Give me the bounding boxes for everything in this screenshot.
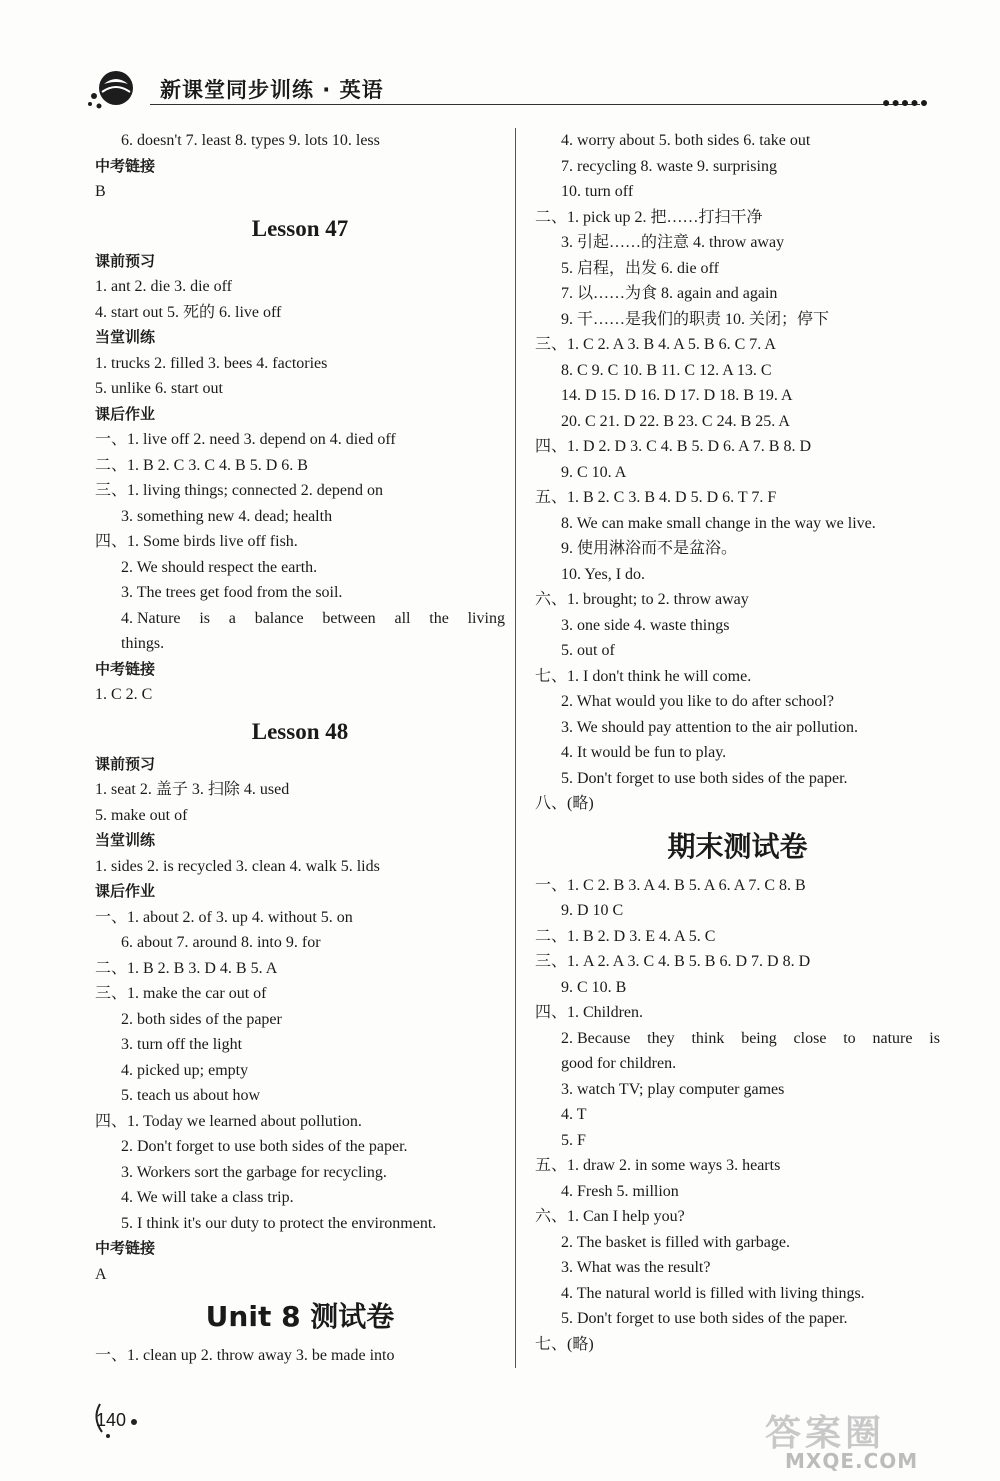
answer-line: 二、1. pick up 2. 把……打扫干净 (535, 208, 763, 226)
answer-line: 14. D 15. D 16. D 17. D 18. B 19. A (561, 387, 793, 404)
answer-line: good for children. (561, 1055, 677, 1072)
answer-word: balance (254, 609, 304, 627)
answer-word: close (793, 1029, 827, 1047)
answer-word: between (322, 609, 376, 627)
answer-line: 1. trucks 2. filled 3. bees 4. factories (95, 354, 328, 372)
answer-line: 5. teach us about how (121, 1087, 261, 1104)
answer-line: 六、1. Can I help you? (535, 1208, 685, 1225)
answer-line: things. (121, 635, 165, 652)
section-label: 中考链接 (95, 659, 156, 678)
answer-line: 5. make out of (95, 806, 188, 824)
answer-line: 9. D 10 C (561, 902, 624, 919)
answer-word: is (929, 1029, 940, 1047)
answer-line: 3. one side 4. waste things (561, 616, 730, 634)
answer-line: 1. seat 2. 盖子 3. 扫除 4. used (95, 781, 290, 798)
answer-word: is (199, 609, 210, 627)
answer-line: 5. I think it's our duty to protect the environment. (121, 1214, 437, 1232)
answer-line: 4. Fresh 5. million (561, 1182, 679, 1200)
answer-line: 二、1. B 2. C 3. C 4. B 5. D 6. B (95, 456, 308, 474)
answer-line: 3. turn off the light (121, 1036, 243, 1053)
answer-word: all (394, 609, 411, 627)
answer-line: 一、1. about 2. of 3. up 4. without 5. on (95, 908, 353, 926)
right-column (535, 128, 940, 1357)
section-label: 课后作业 (95, 404, 156, 423)
page-header (70, 62, 950, 112)
test-heading: 期末测试卷 (667, 829, 808, 863)
answer-line: 3. 引起……的注意 4. throw away (561, 234, 785, 251)
answer-line: 4. start out 5. 死的 6. live off (95, 303, 282, 321)
answer-line: A (95, 1265, 107, 1283)
answer-line: 3. watch TV; play computer games (561, 1080, 785, 1098)
answer-line: 10. turn off (561, 183, 634, 200)
column-divider (515, 128, 516, 1368)
answer-line: 5. Don't forget to use both sides of the paper. (561, 1310, 848, 1327)
answer-line: 四、1. Today we learned about pollution. (95, 1112, 362, 1130)
answer-line: 10. Yes, I do. (561, 565, 646, 583)
answer-line: 4. We will take a class trip. (121, 1189, 294, 1206)
answer-line: 七、(略) (535, 1335, 594, 1353)
section-label: 当堂训练 (95, 831, 156, 849)
answer-line: 4. picked up; empty (121, 1061, 249, 1079)
answer-word: living (467, 609, 505, 627)
answer-line: 五、1. B 2. C 3. B 4. D 5. D 6. T 7. F (535, 489, 777, 506)
answer-word: to (843, 1029, 856, 1047)
answer-line: 4. worry about 5. both sides 6. take out (561, 132, 811, 149)
answer-line: 三、1. living things; connected 2. depend on (95, 482, 383, 499)
answer-line: 2. both sides of the paper (121, 1010, 282, 1028)
answer-line: 二、1. B 2. D 3. E 4. A 5. C (535, 927, 716, 945)
answer-line: 一、1. C 2. B 3. A 4. B 5. A 6. A 7. C 8. B (535, 876, 806, 894)
answer-line: 3. We should pay attention to the air pollution. (561, 718, 859, 736)
answer-line: 4. T (561, 1106, 587, 1123)
answer-line: B (95, 183, 106, 200)
watermark-text: 答案圈 (765, 1413, 886, 1454)
answer-word: 2. Because (561, 1029, 631, 1047)
lesson-heading: Lesson 47 (251, 215, 349, 241)
answer-line: 9. C 10. B (561, 978, 627, 996)
answer-line: 9. 使用淋浴而不是盆浴。 (561, 540, 738, 557)
answer-line: 4. The natural world is filled with living things. (561, 1284, 865, 1302)
answer-line: 7. 以……为食 8. again and again (561, 285, 778, 302)
page-number-badge (90, 1398, 140, 1438)
answer-line: 6. doesn't 7. least 8. types 9. lots 10. less (121, 132, 380, 149)
answer-word: think (691, 1029, 725, 1047)
answer-line: 二、1. B 2. B 3. D 4. B 5. A (95, 959, 278, 977)
watermark (755, 1405, 990, 1475)
answer-line: 1. ant 2. die 3. die off (95, 278, 233, 295)
answer-line: 四、1. Some birds live off fish. (95, 533, 298, 550)
answer-word: a (228, 609, 236, 627)
answer-line: 5. F (561, 1131, 586, 1149)
section-label: 中考链接 (95, 1239, 156, 1257)
page-number: 140 (96, 1410, 127, 1430)
answer-line: 2. Don't forget to use both sides of the paper. (121, 1138, 408, 1155)
section-label: 课后作业 (95, 882, 156, 900)
answer-line: 4. It would be fun to play. (561, 744, 727, 761)
answer-line: 六、1. brought; to 2. throw away (535, 591, 749, 608)
answer-line: 八、(略) (535, 795, 594, 812)
answer-line: 3. What was the result? (561, 1259, 711, 1276)
answer-line: 5. 启程，出发 6. die off (561, 259, 719, 277)
answer-line: 8. We can make small change in the way we live. (561, 514, 876, 532)
answer-line (535, 1026, 940, 1052)
answer-word: being (741, 1029, 777, 1047)
answer-line: 6. about 7. around 8. into 9. for (121, 934, 321, 951)
header-rule (150, 104, 920, 105)
answer-line: 一、1. clean up 2. throw away 3. be made into (95, 1347, 395, 1364)
answer-line: 2. What would you like to do after school? (561, 693, 834, 710)
lesson-heading: Lesson 48 (251, 718, 349, 744)
answer-line: 5. out of (561, 642, 615, 659)
answer-line: 1. sides 2. is recycled 3. clean 4. walk 5. lids (95, 857, 380, 875)
answer-line: 3. something new 4. dead; health (121, 507, 333, 525)
section-label: 中考链接 (95, 156, 156, 175)
answer-line: 三、1. C 2. A 3. B 4. A 5. B 6. C 7. A (535, 336, 776, 353)
answer-line: 三、1. A 2. A 3. C 4. B 5. B 6. D 7. D 8. D (535, 953, 811, 970)
answer-line: 20. C 21. D 22. B 23. C 24. B 25. A (561, 412, 790, 430)
watermark-url: MXQE.COM (785, 1449, 919, 1473)
section-label: 课前预习 (95, 251, 156, 270)
answer-line: 5. Don't forget to use both sides of the paper. (561, 769, 848, 787)
answer-word: 4. Nature (121, 609, 181, 627)
answer-word: the (429, 609, 449, 627)
answer-line: 9. C 10. A (561, 463, 627, 481)
answer-word: they (647, 1029, 675, 1047)
answer-line: 四、1. Children. (535, 1004, 643, 1021)
answer-word: nature (872, 1029, 913, 1047)
answer-line: 四、1. D 2. D 3. C 4. B 5. D 6. A 7. B 8. D (535, 438, 812, 455)
left-column (95, 128, 505, 1369)
answer-line: 三、1. make the car out of (95, 985, 267, 1002)
answer-line (95, 606, 505, 632)
header-title: 新课堂同步训练 · 英语 (160, 78, 384, 102)
answer-line: 2. We should respect the earth. (121, 558, 318, 576)
test-heading: Unit 8 测试卷 (205, 1300, 395, 1333)
answer-line: 2. The basket is filled with garbage. (561, 1233, 790, 1251)
answer-line: 1. C 2. C (95, 686, 153, 703)
answer-line: 9. 干……是我们的职责 10. 关闭；停下 (561, 310, 830, 328)
answer-line: 7. recycling 8. waste 9. surprising (561, 157, 777, 175)
header-dots-icon: ●●●●● (882, 96, 930, 111)
answer-line: 一、1. live off 2. need 3. depend on 4. died off (95, 431, 396, 448)
answer-line: 3. Workers sort the garbage for recycling. (121, 1163, 387, 1181)
section-label: 当堂训练 (95, 328, 156, 346)
answer-line: 3. The trees get food from the soil. (121, 584, 343, 601)
answer-line: 5. unlike 6. start out (95, 380, 223, 397)
answer-line: 七、1. I don't think he will come. (535, 667, 752, 685)
section-label: 课前预习 (95, 754, 156, 773)
answer-line: 8. C 9. C 10. B 11. C 12. A 13. C (561, 361, 772, 379)
answer-line: 五、1. draw 2. in some ways 3. hearts (535, 1157, 781, 1174)
